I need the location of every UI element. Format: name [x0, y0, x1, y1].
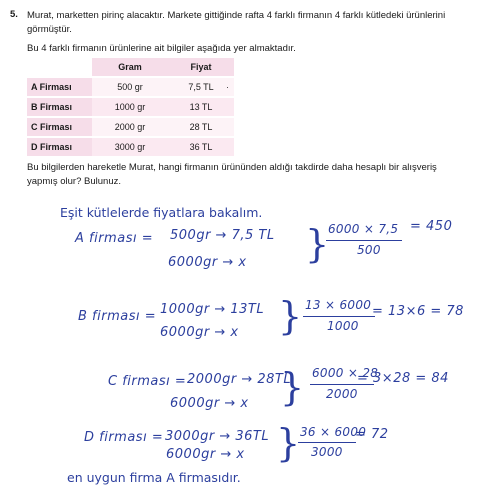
firm-b-label: B firması =: [78, 309, 157, 324]
brace-icon: }: [278, 294, 303, 338]
table-header-row: [27, 58, 234, 77]
firm-d-numerator: 36 × 6000: [300, 425, 367, 439]
firm-name: C Firması: [27, 117, 92, 137]
brace-icon: }: [305, 222, 330, 266]
table-header-empty: [27, 58, 92, 77]
firm-d-line1: 3000gr → 36TL: [165, 429, 270, 444]
firm-price: 28 TL: [168, 117, 234, 137]
firm-c-line2: 6000gr → x: [170, 396, 249, 411]
brace-icon: }: [280, 365, 305, 409]
firm-c-denominator: 2000: [326, 387, 358, 401]
table-row: [27, 97, 234, 117]
firm-a-line2: 6000gr → x: [168, 255, 247, 270]
fraction-line: [303, 316, 375, 317]
firm-name: B Firması: [27, 97, 92, 117]
firm-gram: 2000 gr: [92, 117, 168, 137]
firm-d-line2: 6000gr → x: [166, 447, 245, 462]
firm-d-label: D firması =: [84, 430, 164, 445]
firm-price: 13 TL: [168, 97, 234, 117]
stray-mark: ·: [226, 82, 229, 92]
firm-c-label: C firması =: [108, 374, 187, 389]
problem-question: Bu bilgilerden hareketle Murat, hangi firmanın ürününden aldığı takdirde daha hesaplı bir alışveriş yapmış olur? Bulunuz.: [27, 162, 437, 187]
firm-a-line1: 500gr → 7,5 TL: [170, 228, 275, 243]
firm-gram: 3000 gr: [92, 137, 168, 157]
firm-d-denominator: 3000: [311, 445, 343, 459]
firm-b-denominator: 1000: [327, 319, 359, 333]
table-row: [27, 77, 234, 97]
table-intro: Bu 4 farklı firmanın ürünlerine ait bilgiler aşağıda yer almaktadır.: [27, 43, 296, 54]
firm-price: 36 TL: [168, 137, 234, 157]
solution-conclusion: en uygun firma A firmasıdır.: [67, 470, 241, 485]
fraction-line: [298, 442, 356, 443]
table-header-gram: Gram: [92, 58, 168, 77]
firm-c-numerator: 6000 × 28: [312, 366, 379, 380]
firm-gram: 500 gr: [92, 77, 168, 97]
firm-b-line2: 6000gr → x: [160, 325, 239, 340]
firm-a-result: = 450: [410, 219, 453, 234]
firm-c-line1: 2000gr → 28TL: [187, 372, 292, 387]
firm-a-denominator: 500: [357, 243, 381, 257]
firm-c-result: = 3×28 = 84: [357, 371, 449, 386]
firm-b-numerator: 13 × 6000: [305, 298, 372, 312]
brace-icon: }: [276, 421, 301, 465]
question-number: 5.: [10, 9, 18, 20]
firm-a-numerator: 6000 × 7,5: [328, 222, 399, 236]
firm-b-result: = 13×6 = 78: [372, 304, 464, 319]
solution-heading: Eşit kütlelerde fiyatlara bakalım.: [60, 205, 263, 220]
fraction-line: [326, 240, 402, 241]
firm-name: A Firması: [27, 77, 92, 97]
firm-b-line1: 1000gr → 13TL: [160, 302, 265, 317]
firm-price: 7,5 TL: [168, 77, 234, 97]
table-header-price: Fiyat: [168, 58, 234, 77]
firm-a-label: A firması =: [75, 231, 154, 246]
table-row: [27, 117, 234, 137]
problem-statement: Murat, marketten pirinç alacaktır. Markete gittiğinde rafta 4 farklı firmanın 4 farklı kütledeki ürünlerini görmüştür.: [27, 10, 446, 35]
price-table: [27, 58, 234, 158]
firm-gram: 1000 gr: [92, 97, 168, 117]
firm-name: D Firması: [27, 137, 92, 157]
table-row: [27, 137, 234, 157]
firm-d-result: = 72: [355, 427, 389, 442]
